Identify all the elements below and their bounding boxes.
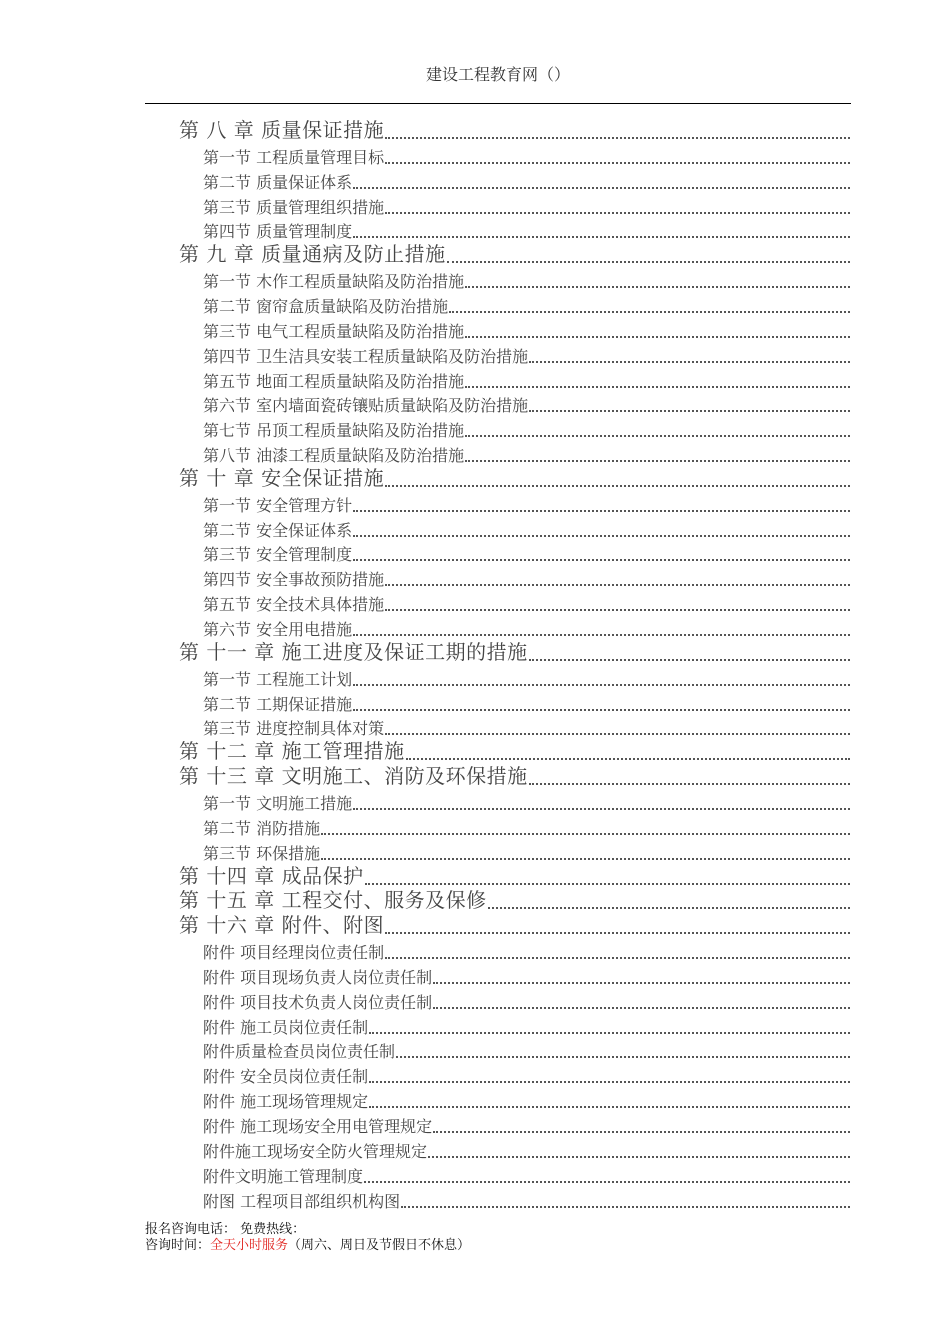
header-divider [145,103,851,104]
toc-chapter-entry[interactable] [0,641,950,665]
toc-section-entry[interactable] [0,541,950,565]
toc-entry-label: 第 十二 章 施工管理措施 [179,739,405,764]
toc-section-entry[interactable] [0,194,950,218]
toc-entry-label: 第一节 工程施工计划 [203,669,353,689]
toc-entry-label: 附件 施工现场安全用电管理规定 [203,1117,433,1136]
toc-section-entry[interactable] [0,591,950,615]
toc-section-entry[interactable] [0,989,950,1013]
toc-entry-label: 第二节 窗帘盒质量缺陷及防治措施 [203,296,449,316]
toc-entry-label: 第一节 木作工程质量缺陷及防治措施 [203,272,465,292]
toc-dot-leader [396,1056,850,1058]
toc-section-entry[interactable] [0,492,950,516]
toc-dot-leader [465,386,850,388]
toc-dot-leader [353,684,850,686]
toc-entry-label: 第五节 安全技术具体措施 [203,595,385,615]
toc-chapter-entry[interactable] [0,467,950,491]
toc-section-entry[interactable] [0,144,950,168]
toc-entry-label: 第 十三 章 文明施工、消防及环保措施 [179,764,528,789]
toc-dot-leader [529,659,850,661]
toc-dot-leader [529,783,850,785]
toc-entry-label: 第 十六 章 附件、附图 [179,913,385,938]
toc-entry-label: 第七节 吊顶工程质量缺陷及防治措施 [203,421,465,441]
toc-dot-leader [385,584,850,586]
toc-entry-label: 第三节 安全管理制度 [203,545,353,565]
toc-entry-label: 附件文明施工管理制度 [203,1166,364,1186]
toc-entry-label: 第二节 工期保证措施 [203,694,353,714]
toc-entry-label: 附件 项目经理岗位责任制 [203,943,385,963]
toc-section-entry[interactable] [0,691,950,715]
toc-dot-leader [353,559,850,561]
toc-dot-leader [465,460,850,462]
toc-entry-label: 附件 施工员岗位责任制 [203,1017,369,1037]
toc-section-entry[interactable] [0,268,950,292]
toc-dot-leader [428,1156,850,1158]
toc-entry-label: 第一节 文明施工措施 [203,793,353,813]
toc-entry-label: 第 八 章 质量保证措施 [179,118,385,142]
toc-chapter-entry[interactable] [0,914,950,938]
toc-section-entry[interactable] [0,368,950,392]
toc-entry-label: 附件 项目技术负责人岗位责任制 [203,992,433,1012]
toc-entry-label: 附件质量检查员岗位责任制 [203,1042,396,1062]
toc-section-entry[interactable] [0,169,950,193]
toc-section-entry[interactable] [0,1014,950,1038]
toc-entry-label: 第五节 地面工程质量缺陷及防治措施 [203,371,465,391]
toc-entry-label: 附件 施工现场管理规定 [203,1092,369,1112]
toc-dot-leader [465,286,850,288]
toc-dot-leader [433,1131,850,1133]
toc-dot-leader [385,932,850,934]
toc-entry-label: 第六节 室内墙面瓷砖镶贴质量缺陷及防治措施 [203,396,529,416]
toc-entry-label: 第二节 安全保证体系 [203,520,353,540]
toc-entry-label: 第 十 章 安全保证措施 [179,465,385,490]
toc-section-entry[interactable] [0,1163,950,1187]
toc-section-entry[interactable] [0,666,950,690]
toc-section-entry[interactable] [0,566,950,590]
toc-section-entry[interactable] [0,1088,950,1112]
toc-section-entry[interactable] [0,442,950,466]
toc-entry-label: 附图 工程项目部组织机构图 [203,1191,401,1211]
toc-dot-leader [385,733,850,735]
toc-entry-label: 第一节 安全管理方针 [203,495,353,515]
toc-dot-leader [353,187,850,189]
toc-entry-label: 第 十四 章 成品保护 [179,863,364,888]
toc-dot-leader [353,510,850,512]
toc-section-entry[interactable] [0,1063,950,1087]
toc-section-entry[interactable] [0,343,950,367]
toc-section-entry[interactable] [0,417,950,441]
toc-dot-leader [385,609,850,611]
toc-section-entry[interactable] [0,293,950,317]
toc-entry-label: 附件施工现场安全防火管理规定 [203,1141,428,1161]
toc-section-entry[interactable] [0,939,950,963]
toc-entry-label: 第 十一 章 施工进度及保证工期的措施 [179,639,528,664]
toc-section-entry[interactable] [0,1038,950,1062]
toc-entry-label: 第六节 安全用电措施 [203,620,353,639]
toc-entry-label: 第八节 油漆工程质量缺陷及防治措施 [203,446,465,466]
toc-dot-leader [364,1181,850,1183]
toc-dot-leader [488,907,850,909]
toc-chapter-entry[interactable] [0,889,950,913]
toc-dot-leader [465,435,850,437]
toc-entry-label: 第三节 电气工程质量缺陷及防治措施 [203,321,465,341]
toc-dot-leader [529,410,850,412]
toc-dot-leader [449,311,850,313]
toc-dot-leader [369,1106,850,1108]
toc-section-entry[interactable] [0,1138,950,1162]
toc-entry-label: 第四节 卫生洁具安装工程质量缺陷及防治措施 [203,346,529,366]
toc-chapter-entry[interactable] [0,243,950,267]
toc-entry-label: 第四节 安全事故预防措施 [203,570,385,590]
toc-dot-leader [321,833,850,835]
toc-entry-label: 第三节 质量管理组织措施 [203,197,385,217]
toc-dot-leader [465,336,850,338]
toc-dot-leader [385,212,850,214]
toc-entry-label: 第 九 章 质量通病及防止措施 [179,242,446,267]
toc-entry-label: 第二节 消防措施 [203,818,321,838]
toc-section-entry[interactable] [0,517,950,541]
footer-contact-line: 报名咨询电话： 免费热线： [145,1222,306,1237]
toc-entry-label: 附件 项目现场负责人岗位责任制 [203,967,433,987]
toc-entry-label: 第 十五 章 工程交付、服务及保修 [179,888,487,913]
toc-dot-leader [321,858,850,860]
toc-dot-leader [353,709,850,711]
page-header-title: 建设工程教育网（） [425,65,570,84]
footer-hours-line [145,1234,470,1253]
toc-entry-label: 第三节 环保措施 [203,843,321,863]
toc-dot-leader [529,361,850,363]
toc-section-entry[interactable] [0,840,950,864]
footer-hours-label: 咨询时间： [145,1238,211,1253]
toc-entry-label: 第四节 质量管理制度 [203,222,353,242]
toc-section-entry[interactable] [0,715,950,739]
toc-section-entry[interactable] [0,790,950,814]
toc-section-entry[interactable] [0,392,950,416]
toc-dot-leader [401,1206,850,1208]
toc-dot-leader [433,982,850,984]
toc-dot-leader [447,261,850,263]
toc-section-entry[interactable] [0,318,950,342]
toc-section-entry[interactable] [0,815,950,839]
toc-entry-label: 第二节 质量保证体系 [203,172,353,192]
toc-dot-leader [385,485,850,487]
toc-section-entry[interactable] [0,1113,950,1137]
toc-dot-leader [369,1081,850,1083]
toc-chapter-entry[interactable] [0,765,950,789]
toc-dot-leader [433,1007,850,1009]
toc-dot-leader [353,808,850,810]
toc-entry-label: 第一节 工程质量管理目标 [203,147,385,167]
toc-entry-label: 第三节 进度控制具体对策 [203,719,385,739]
toc-section-entry[interactable] [0,1188,950,1212]
toc-dot-leader [369,1032,850,1034]
toc-chapter-entry[interactable] [0,119,950,143]
toc-dot-leader [385,137,850,139]
toc-dot-leader [385,957,850,959]
toc-section-entry[interactable] [0,218,950,242]
toc-dot-leader [385,162,850,164]
footer-hours-note: （周六、周日及节假日不休息） [288,1238,471,1253]
toc-entry-label: 附件 安全员岗位责任制 [203,1067,369,1087]
toc-dot-leader [353,535,850,537]
footer-hours-highlight: 全天小时服务 [210,1238,289,1253]
toc-section-entry[interactable] [0,964,950,988]
